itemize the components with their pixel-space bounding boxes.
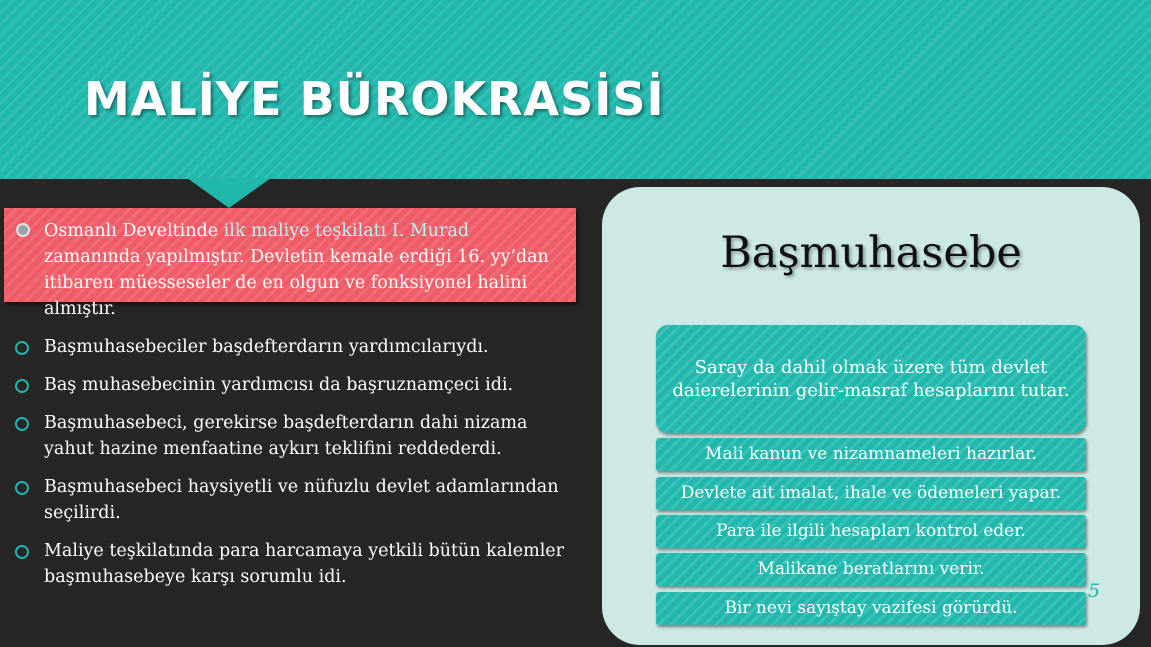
- list-item-text: Başmuhasebeci haysiyetli ve nüfuzlu devlet adamlarından seçilirdi.: [44, 477, 559, 523]
- duty-box: Malikane beratlarını verir.: [656, 553, 1086, 586]
- page-number: 5: [1088, 580, 1101, 602]
- intro-text-part2: zamanında yapılmıştır. Devletin kemale erdiği 16. yy’dan itibaren müesseseler de en olgun ve fonksiyonel halini almıştır.: [44, 247, 549, 319]
- panel-title: Başmuhasebe: [720, 228, 1022, 278]
- bullet-list: [12, 334, 572, 602]
- list-item-text: Başmuhasebeci, gerekirse başdefterdarın dahi nizama yahut hazine menfaatine aykırı teklifini reddederdi.: [44, 413, 528, 459]
- duty-box: Mali kanun ve nizamnameleri hazırlar.: [656, 438, 1086, 471]
- duty-box: Bir nevi sayıştay vazifesi görürdü.: [656, 592, 1086, 625]
- intro-box: [4, 208, 576, 319]
- bullet-circle-icon: [15, 417, 29, 431]
- banner-pointer: [187, 178, 271, 208]
- slide-title: MALİYE BÜROKRASİSİ: [84, 72, 665, 126]
- list-item-text: Baş muhasebecinin yardımcısı da başruznamçeci idi.: [44, 375, 514, 395]
- list-item: [12, 538, 572, 590]
- list-item: [12, 474, 572, 526]
- bullet-circle-icon: [15, 341, 29, 355]
- bullet-circle-icon: [15, 545, 29, 559]
- duty-box: Devlete ait imalat, ihale ve ödemeleri yapar.: [656, 477, 1086, 510]
- duty-box: Para ile ilgili hesapları kontrol eder.: [656, 515, 1086, 548]
- intro-highlight: ilk maliye teşkilatı I. Murad: [223, 221, 470, 241]
- list-item: [12, 410, 572, 462]
- bullet-circle-icon: [16, 223, 30, 237]
- list-item: [12, 372, 572, 398]
- list-item-text: Başmuhasebeciler başdefterdarın yardımcılarıydı.: [44, 337, 489, 357]
- intro-text-part1: Osmanlı Develtinde: [44, 221, 224, 241]
- list-item: [12, 334, 572, 360]
- main-duty-box: Saray da dahil olmak üzere tüm devlet daierelerinin gelir-masraf hesaplarını tutar.: [656, 325, 1086, 433]
- bullet-circle-icon: [15, 481, 29, 495]
- basmuhasebe-panel: [602, 187, 1140, 645]
- list-item-text: Maliye teşkilatında para harcamaya yetkili bütün kalemler başmuhasebeye karşı sorumlu idi.: [44, 541, 565, 587]
- bullet-circle-icon: [15, 379, 29, 393]
